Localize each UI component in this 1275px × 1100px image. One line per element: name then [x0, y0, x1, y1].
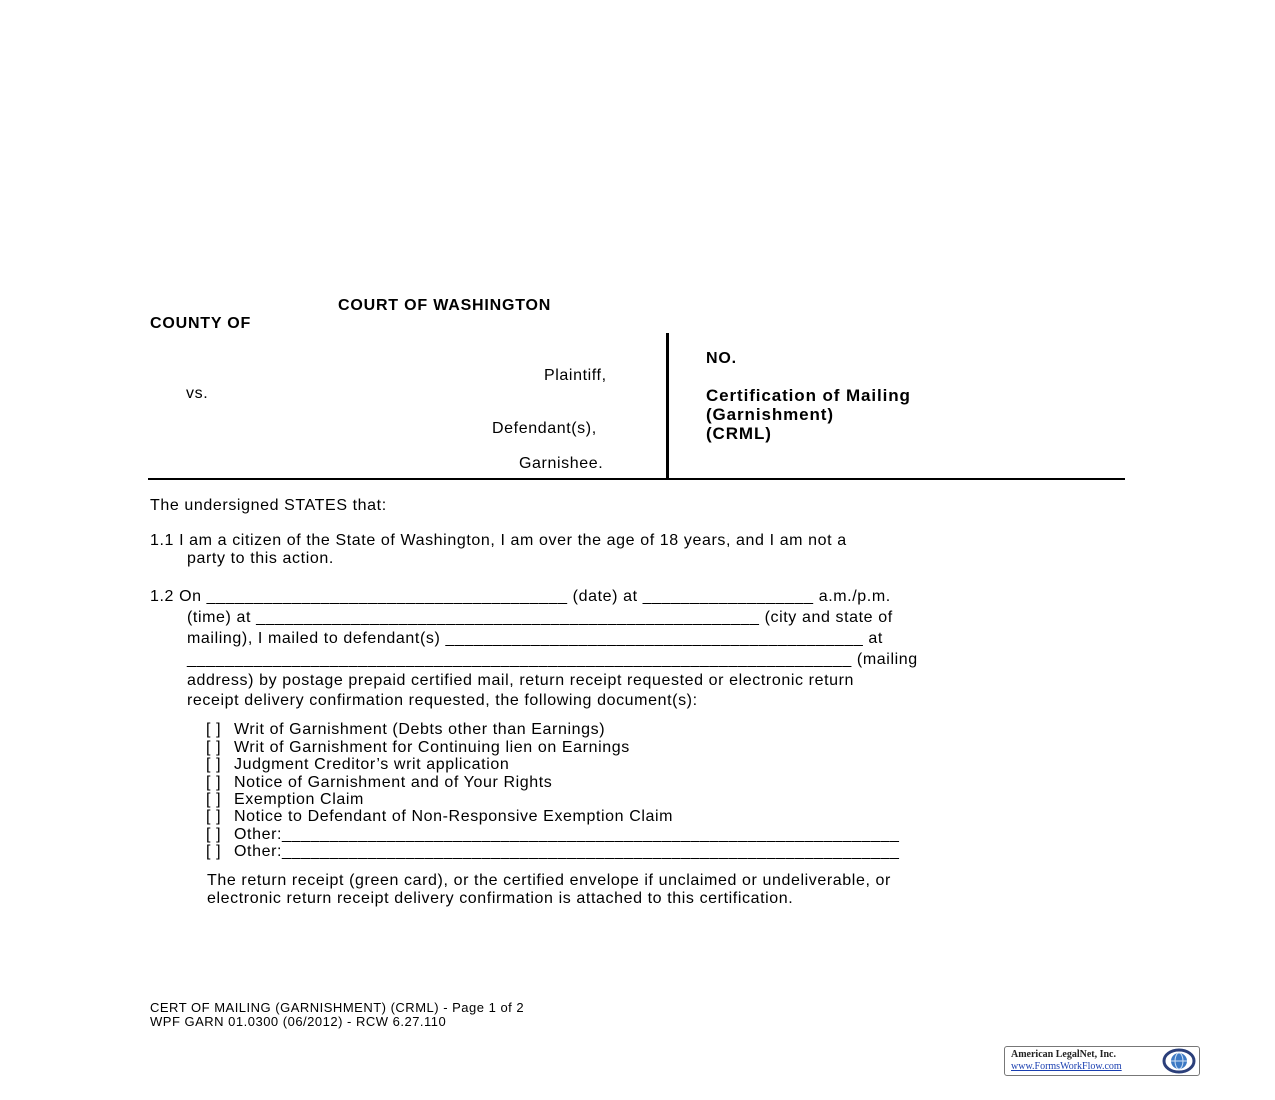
plaintiff-label: Plaintiff,: [544, 367, 607, 384]
para-1-2-line5: address) by postage prepaid certified mail, return receipt requested or electronic return: [187, 672, 855, 689]
publisher-badge[interactable]: [1004, 1046, 1200, 1076]
caption-divider-vertical: [666, 333, 669, 480]
document-checkbox-item[interactable]: [ ] Judgment Creditor’s writ application: [206, 756, 510, 773]
para-1-2-line4: ______________________________________________________________________ (mailing: [187, 651, 918, 668]
para-1-1-line1: 1.1 I am a citizen of the State of Washington, I am over the age of 18 years, and I am not a: [150, 532, 847, 549]
garnishee-label: Garnishee.: [519, 455, 604, 472]
publisher-name: American LegalNet, Inc.: [1011, 1049, 1116, 1060]
footer-form-title: CERT OF MAILING (GARNISHMENT) (CRML) - Page 1 of 2: [150, 1000, 525, 1015]
receipt-statement-line2: electronic return receipt delivery confirmation is attached to this certification.: [207, 890, 794, 907]
form-title-line1: Certification of Mailing: [706, 386, 911, 405]
document-checkbox-item[interactable]: [ ] Notice of Garnishment and of Your Rights: [206, 774, 553, 791]
form-title-line3: (CRML): [706, 424, 772, 443]
caption-divider-horizontal: [148, 478, 1125, 480]
document-checkbox-item[interactable]: [ ] Writ of Garnishment (Debts other than Earnings): [206, 721, 606, 738]
globe-icon: [1161, 1048, 1197, 1079]
court-heading: COURT OF WASHINGTON: [338, 297, 552, 314]
form-title-line2: (Garnishment): [706, 405, 834, 424]
document-checkbox-item[interactable]: [ ] Other:_________________________________________________________________: [206, 826, 900, 843]
para-1-1-line2: party to this action.: [187, 550, 334, 567]
intro-statement: The undersigned STATES that:: [150, 497, 387, 514]
defendant-label: Defendant(s),: [492, 420, 597, 437]
para-1-2-line1: 1.2 On ______________________________________ (date) at __________________ a.m./p.m.: [150, 588, 891, 605]
footer-form-number: WPF GARN 01.0300 (06/2012) - RCW 6.27.110: [150, 1014, 447, 1029]
document-checkbox-item[interactable]: [ ] Notice to Defendant of Non-Responsive Exemption Claim: [206, 808, 674, 825]
para-1-2-line3: mailing), I mailed to defendant(s) ____________________________________________ at: [187, 630, 883, 647]
para-1-2-line6: receipt delivery confirmation requested, the following document(s):: [187, 692, 698, 709]
publisher-link[interactable]: www.FormsWorkFlow.com: [1011, 1061, 1122, 1072]
vs-label: vs.: [186, 385, 209, 402]
document-checkbox-item[interactable]: [ ] Exemption Claim: [206, 791, 364, 808]
document-checkbox-item[interactable]: [ ] Writ of Garnishment for Continuing lien on Earnings: [206, 739, 630, 756]
county-label: COUNTY OF: [150, 315, 252, 332]
case-number-label: NO.: [706, 350, 737, 367]
para-1-2-line2: (time) at _____________________________________________________ (city and state of: [187, 609, 893, 626]
document-checkbox-item[interactable]: [ ] Other:_________________________________________________________________: [206, 843, 900, 860]
receipt-statement-line1: The return receipt (green card), or the certified envelope if unclaimed or undeliverable, or: [207, 872, 891, 889]
